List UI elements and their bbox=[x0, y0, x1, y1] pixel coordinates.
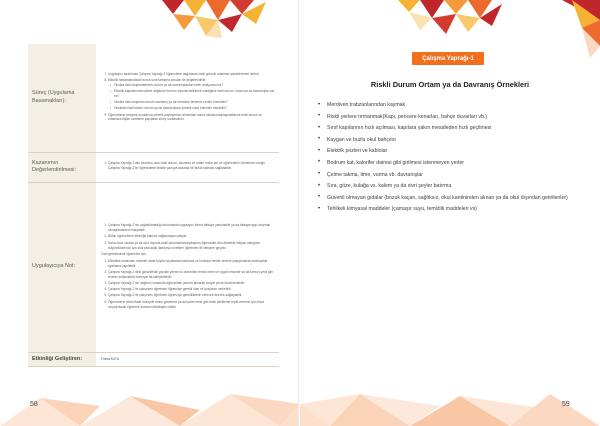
kazanim-content bbox=[96, 152, 279, 182]
table-row-uygulayici bbox=[28, 182, 279, 352]
table-row-surec bbox=[28, 44, 279, 152]
uygulayici-item: 3. Daha önce okulda ya da okul dışında riskli durumlarla karşılaşmış öğrencileri-den destekle ihtiyacı olduğunu düşündüklerinizi için okul psikolojik danışma-nı/rehber öğretmen ile iletişime geçiniz. bbox=[108, 241, 275, 251]
surec-question: • Okuldaki riskli ortam, durum ya da davranışlara yönelik nasıl önlemler alınabilir? bbox=[114, 106, 275, 111]
geometric-decoration-top-right bbox=[388, 0, 508, 36]
surec-item: 7. Uygulayıcı tarafından Çalışma Yaprağı-2 öğrencilere dağıtılarak riskli güvenli ortamları işaretlemeleri istenir. bbox=[108, 72, 275, 77]
geometric-decoration-bottom-left bbox=[0, 376, 300, 426]
special-needs-item: 2. Çalışma Yaprağı-2 deki görsel/riskli yapılan yerine bu durumları temsil eden ve uygun resimler ya da kırmızı-yeşil gibi renkler kullanılarak materyal ba-sitleştirilebilir. bbox=[108, 270, 275, 280]
surec-item bbox=[108, 78, 275, 111]
list-item: • Kaygan ve buzlu okul bahçesi bbox=[318, 137, 580, 144]
surec-item-text: Etkinlik tamamlandıktan sonra sınıf tartışma soruları ile değerlendirilir: bbox=[108, 78, 207, 83]
surec-question: • Okulda riski oluşturan durum davranış ya da ortamları bilmeniz neden önemlidir? bbox=[114, 100, 275, 105]
list-item: • Elektrik prizleri ve kablolar bbox=[318, 148, 580, 155]
special-needs-item: 4. Çalışma Yaprağı-2 ile çalışırken öğretmen öğrenciye gerekli olan ve ipuçlarını verilebilir. bbox=[108, 287, 275, 292]
surec-item: 9. Öğrencilerin tartışma sorularına yönelik paylaşımları alındıktan sonra okulda karşılaşılabilecek riskli durum ve ortamlara ilişkin özetleme yapılarak süreç sonlandırılır. bbox=[108, 113, 275, 123]
list-item: • Bodrum kat, kalorifer dairesi gibi girilmesi istenmeyen yerler bbox=[318, 160, 580, 167]
uygulayici-item: 1. Çalışma Yaprağı-2'nin çoğaltılamadığı durumlarda uygulayıcı forma tahtaya yansıtabilir ya da tahtaya ayıp oluşmak cevaplamalarını isteyebilir. bbox=[108, 223, 275, 233]
gelistiren-label: Etkinliği Geliştiren: bbox=[28, 352, 96, 366]
kazanim-label: Kazanımın Değerlendirilmesi: bbox=[28, 152, 96, 182]
worksheet-badge: Çalışma Yaprağı-1 bbox=[412, 52, 484, 65]
table-row-gelistiren bbox=[28, 352, 279, 366]
uygulayici-label: Uygulayıcıya Not: bbox=[28, 182, 96, 352]
uygulayici-item: 2. Bütün öğrencilerin etkinliğe katılımı sağlanmaya çalışılır. bbox=[108, 234, 275, 239]
special-needs-item: 5. Çalışma Yaprağı-2 ile çalışırken öğretmen öğrenciye gerekliliklerin verecek des-tek sağlayabilir. bbox=[108, 293, 275, 298]
page-number-right: 59 bbox=[562, 401, 570, 408]
uygulayici-content bbox=[96, 182, 279, 352]
list-item: • Çelme takma, itme, vurma vb. davranışlar bbox=[318, 172, 580, 179]
geometric-decoration-bottom-right bbox=[300, 376, 600, 426]
page-number-left: 58 bbox=[30, 401, 38, 408]
geometric-decoration-corner-right bbox=[562, 0, 600, 62]
page-title: Riskli Durum Ortam ya da Davranış Örnekleri bbox=[370, 80, 530, 89]
special-needs-item: 3. Çalışma Yaprağı-2'nin dağıtımı sırasında öğrenciden yardım alınarak sosyal çevre düzenlenebilir. bbox=[108, 281, 275, 286]
special-needs-item: 6. Öğrencilerin sözel ifade düzeyde resim gösterme ya da işaret etme gibi farklı şekillerde tepki vermesi için fırsat oluşturularak öğrenme sürecini farklılaştırı-labilir. bbox=[108, 300, 275, 310]
special-needs-lead: Özel gereksinimli öğrenciler için, bbox=[101, 251, 147, 256]
risk-examples-list bbox=[318, 102, 580, 218]
gelistiren-value: Fatma KAYA bbox=[96, 352, 279, 366]
surec-label: Süreç (Uygulama Basamakları): bbox=[28, 44, 96, 152]
kazanim-item: 1. Çalışma Yaprağı-1'den kazılmış olan riskli durum, davranış ve ortam resim-leri ve öğrencilerin üzerlerine olduğu Çalışma Yaprağı-2'ler öğrencilerle birlikte panoya asılarak bir farkla kalması sağlanabilir. bbox=[108, 161, 275, 171]
right-page bbox=[300, 0, 600, 426]
special-needs-item: 1. Etkinlikte kullanılan resimler daha büyük boyutlarda basılarak ve kontrast renkle zemine yapıştırılarak materyalde uyarlama yapılabilir. bbox=[108, 259, 275, 269]
list-item: • Tehlikeli kimyasal maddeler (çamaşır suyu, temizlik maddeleri vs) bbox=[318, 206, 580, 213]
table-row-kazanim bbox=[28, 152, 279, 182]
list-item: • Merdiven trabzanlarından kaymak bbox=[318, 102, 580, 109]
list-item: • Sıra, göze, kulağa vs. kalem ya da sivri şeyler batırma bbox=[318, 183, 580, 190]
activity-table bbox=[28, 44, 279, 367]
list-item: • Riskli yerlere tırmanmak(Kapı, pencere kenarları, bahçe duvarları vb.) bbox=[318, 114, 580, 121]
list-item: • Güvenli olmayan gıdalar (bozuk kaçan, sağlıksız, okul kantininden alınan ya da okul dışından getirilenler) bbox=[318, 195, 580, 202]
surec-question: • Etkinlik kapsamında sizlere dağıtılan formun dışında belirtmek istediğiniz riskli durum, ortam ya da davranışlar var mı? bbox=[114, 89, 275, 99]
surec-content bbox=[96, 44, 279, 152]
geometric-decoration-top-left bbox=[150, 0, 270, 38]
list-item: • Sınıf kapılarının hızlı açılması, kapılara yakın mesafeden hızlı geçilmesi bbox=[318, 125, 580, 132]
surec-question: • Okulda riski oluşturabilecek durum ya da davranışlardan neler anlayorsunuz? bbox=[114, 83, 275, 88]
